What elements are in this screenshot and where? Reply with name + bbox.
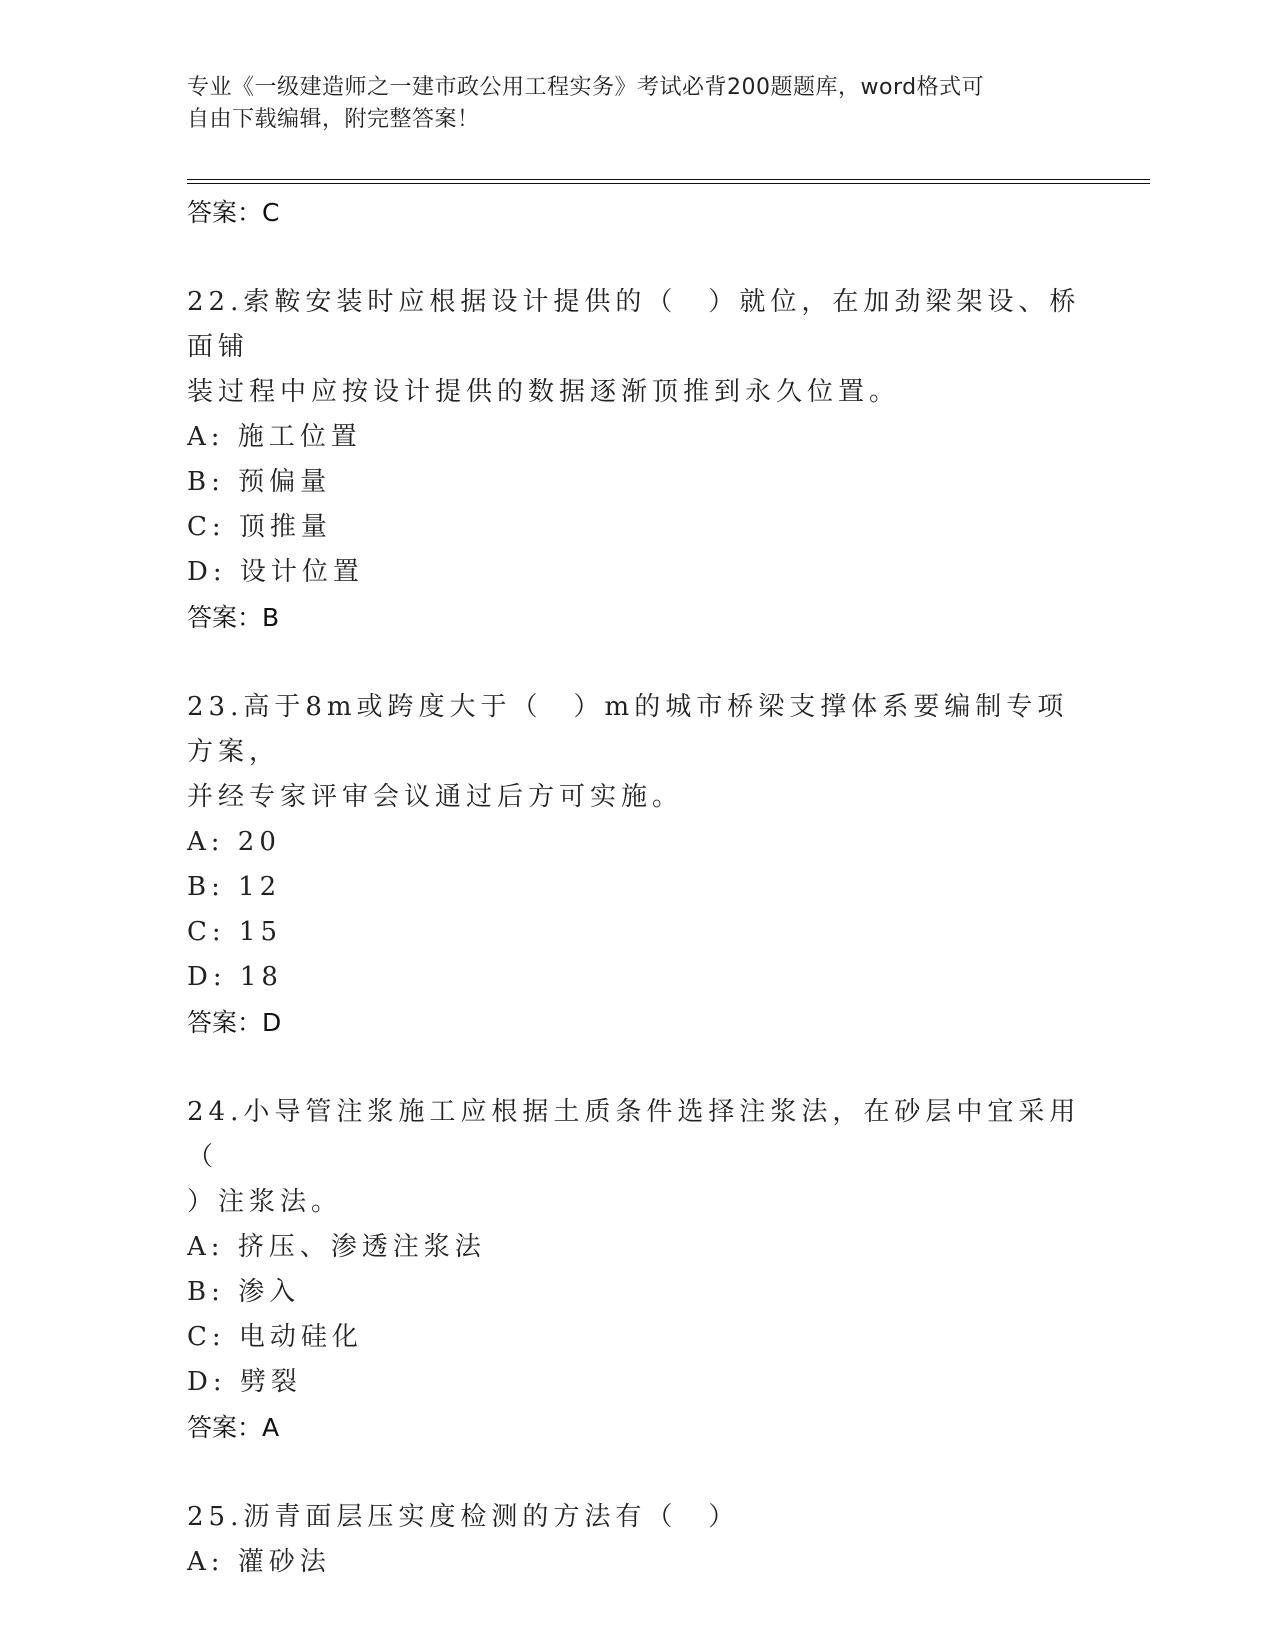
question-22-option-a: A: 施工位置 <box>187 422 362 452</box>
question-22-line-2: 装过程中应按设计提供的数据逐渐顶推到永久位置。 <box>187 377 901 407</box>
question-24-option-b: B: 渗入 <box>187 1277 301 1307</box>
question-24 <box>187 1090 1087 1451</box>
spacer <box>187 1451 1087 1495</box>
answer-21: 答案：C <box>187 198 280 227</box>
question-24-line-1: 24.小导管注浆施工应根据土质条件选择注浆法，在砂层中宜采用（ <box>187 1097 1081 1172</box>
question-25 <box>187 1495 1087 1585</box>
header-divider <box>187 179 1150 180</box>
question-22-line-1: 22.索鞍安装时应根据设计提供的（ ）就位，在加劲梁架设、桥面铺 <box>187 287 1081 362</box>
answer-22: 答案：B <box>187 603 280 632</box>
question-22 <box>187 280 1087 641</box>
question-22-option-c: C: 顶推量 <box>187 512 332 542</box>
header-line-1: 专业《一级建造师之一建市政公用工程实务》考试必背200题题库，word格式可 <box>187 75 985 100</box>
page-header <box>187 72 1067 136</box>
question-25-line-1: 25.沥青面层压实度检测的方法有（ ） <box>187 1502 740 1532</box>
answer-23: 答案：D <box>187 1008 282 1037</box>
question-23-line-2: 并经专家评审会议通过后方可实施。 <box>187 782 684 812</box>
question-22-option-b: B: 预偏量 <box>187 467 332 497</box>
question-23-line-1: 23.高于8m或跨度大于（ ）m的城市桥梁支撑体系要编制专项方案， <box>187 692 1069 767</box>
spacer <box>187 236 1087 280</box>
spacer <box>187 1046 1087 1090</box>
header-line-2: 自由下载编辑，附完整答案！ <box>187 107 480 132</box>
answer-24: 答案：A <box>187 1413 280 1442</box>
question-23-option-c: C: 15 <box>187 917 283 947</box>
question-24-option-c: C: 电动硅化 <box>187 1322 363 1352</box>
question-23-option-b: B: 12 <box>187 872 282 902</box>
question-22-option-d: D: 设计位置 <box>187 557 364 587</box>
question-25-option-a: A: 灌砂法 <box>187 1547 331 1577</box>
question-24-option-d: D: 劈裂 <box>187 1367 302 1397</box>
document-body <box>187 190 1087 1585</box>
question-23-option-a: A: 20 <box>187 827 281 857</box>
question-24-option-a: A: 挤压、渗透注浆法 <box>187 1232 486 1262</box>
question-23-option-d: D: 18 <box>187 962 283 992</box>
question-24-line-2: ）注浆法。 <box>187 1187 343 1217</box>
question-23 <box>187 685 1087 1046</box>
header-divider-secondary <box>187 183 1150 184</box>
spacer <box>187 641 1087 685</box>
